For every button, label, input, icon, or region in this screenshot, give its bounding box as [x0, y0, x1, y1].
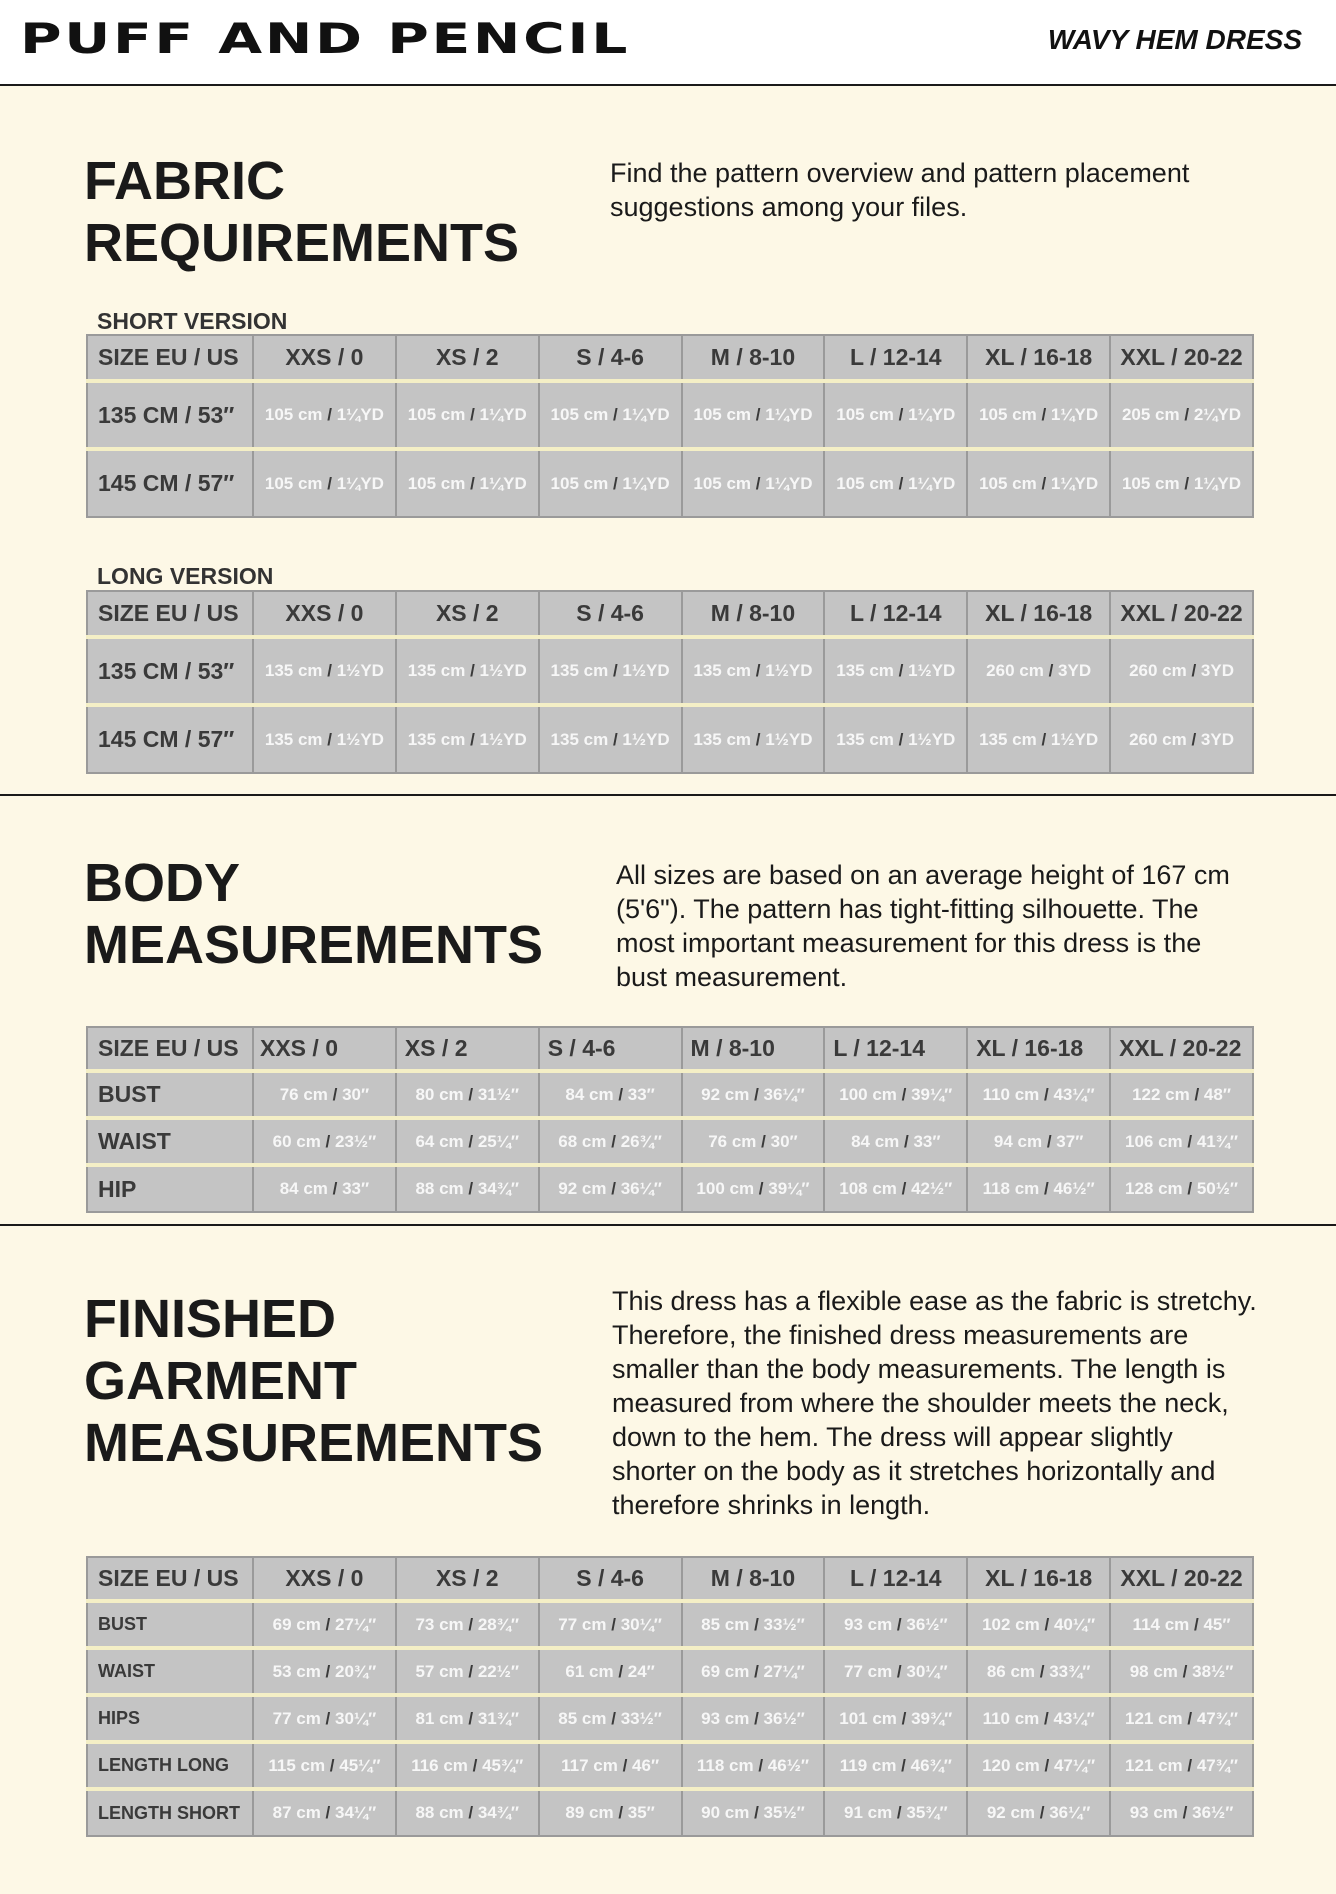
- separator-slash: /: [901, 1179, 907, 1198]
- separator-slash: /: [612, 729, 618, 749]
- table-cell: 135 cm / 1½YD: [253, 705, 396, 773]
- table-cell: 100 cm / 39¼″: [682, 1165, 825, 1212]
- separator-slash: /: [1184, 473, 1190, 493]
- table-row: [87, 1165, 1253, 1212]
- table-cell: 105 cm / 1¼YD: [539, 381, 682, 449]
- row-label: 135 CM / 53″: [87, 381, 253, 449]
- separator-slash: /: [468, 1708, 474, 1728]
- table-cell: 84 cm / 33″: [253, 1165, 396, 1212]
- separator-slash: /: [754, 1614, 759, 1634]
- fabric-section-title: [84, 150, 519, 274]
- separator-slash: /: [1044, 1084, 1049, 1104]
- row-label: LENGTH LONG: [87, 1742, 253, 1789]
- separator-slash: /: [754, 1803, 759, 1822]
- table-cell: 102 cm / 40¼″: [967, 1601, 1110, 1648]
- separator-slash: /: [904, 1131, 909, 1151]
- table-header: XS / 2: [396, 591, 539, 637]
- separator-slash: /: [1187, 1708, 1193, 1728]
- separator-slash: /: [898, 729, 904, 749]
- table-header: SIZE EU / US: [87, 591, 253, 637]
- table-cell: 118 cm / 46½″: [967, 1165, 1110, 1212]
- table-cell: 68 cm / 26¾″: [539, 1118, 682, 1165]
- table-row: [87, 381, 1253, 449]
- table-cell: 105 cm / 1¼YD: [1110, 449, 1253, 517]
- table-cell: 93 cm / 36½″: [682, 1695, 825, 1742]
- body-description: All sizes are based on an average height of 167 cm (5'6"). The pattern has tight-fitting silhouette. The most important measurement for this dress is the bust measurement.: [616, 860, 1230, 992]
- separator-slash: /: [1191, 661, 1197, 680]
- separator-slash: /: [1194, 1084, 1200, 1104]
- table-header: L / 12-14: [824, 1027, 967, 1071]
- separator-slash: /: [468, 1179, 474, 1198]
- table-header: M / 8-10: [682, 591, 825, 637]
- table-cell: 105 cm / 1¼YD: [967, 381, 1110, 449]
- row-label: 145 CM / 57″: [87, 705, 253, 773]
- table-row: [87, 1789, 1253, 1836]
- fabric-title-line: REQUIREMENTS: [84, 213, 520, 273]
- table-cell: 88 cm / 34¾″: [396, 1789, 539, 1836]
- table-cell: 105 cm / 1¼YD: [824, 449, 967, 517]
- table-cell: 100 cm / 39¼″: [824, 1071, 967, 1118]
- separator-slash: /: [612, 405, 618, 424]
- table-header: XXL / 20-22: [1110, 1557, 1253, 1601]
- table-row: [87, 1601, 1253, 1648]
- separator-slash: /: [1194, 1614, 1199, 1634]
- table-header: XL / 16-18: [967, 591, 1110, 637]
- table-cell: 81 cm / 31¾″: [396, 1695, 539, 1742]
- table-row: [87, 1742, 1253, 1789]
- body-title-line: MEASUREMENTS: [84, 915, 544, 975]
- table-header: S / 4-6: [539, 1027, 682, 1071]
- separator-slash: /: [472, 1755, 478, 1775]
- separator-slash: /: [1187, 1179, 1193, 1198]
- table-cell: 60 cm / 23½″: [253, 1118, 396, 1165]
- separator-slash: /: [611, 1708, 616, 1728]
- table-header: XL / 16-18: [967, 1557, 1110, 1601]
- table-header: XXL / 20-22: [1110, 591, 1253, 637]
- separator-slash: /: [754, 1708, 759, 1728]
- section-divider: [0, 794, 1336, 796]
- separator-slash: /: [611, 1131, 616, 1151]
- table-cell: 69 cm / 27¼″: [682, 1648, 825, 1695]
- separator-slash: /: [1187, 1755, 1193, 1775]
- separator-slash: /: [1044, 1708, 1049, 1728]
- table-cell: 69 cm / 27¼″: [253, 1601, 396, 1648]
- table-cell: 94 cm / 37″: [967, 1118, 1110, 1165]
- table-cell: 135 cm / 1½YD: [396, 705, 539, 773]
- separator-slash: /: [754, 1084, 759, 1104]
- separator-slash: /: [332, 1179, 338, 1198]
- separator-slash: /: [1044, 1614, 1050, 1634]
- table-cell: 77 cm / 30¼″: [539, 1601, 682, 1648]
- separator-slash: /: [468, 1661, 474, 1681]
- table-cell: 106 cm / 41¾″: [1110, 1118, 1253, 1165]
- separator-slash: /: [612, 473, 618, 493]
- table-header: XXS / 0: [253, 335, 396, 381]
- garment-title-line: GARMENT: [84, 1351, 357, 1411]
- table-header: XL / 16-18: [967, 335, 1110, 381]
- separator-slash: /: [611, 1614, 616, 1634]
- table-cell: 105 cm / 1¼YD: [682, 381, 825, 449]
- table-cell: 105 cm / 1¼YD: [253, 381, 396, 449]
- table-header: S / 4-6: [539, 591, 682, 637]
- table-cell: 80 cm / 31½″: [396, 1071, 539, 1118]
- table-cell: 260 cm / 3YD: [1110, 705, 1253, 773]
- separator-slash: /: [618, 1661, 624, 1681]
- table-header: XL / 16-18: [967, 1027, 1110, 1071]
- separator-slash: /: [754, 1661, 759, 1681]
- separator-slash: /: [755, 661, 761, 680]
- table-cell: 90 cm / 35½″: [682, 1789, 825, 1836]
- table-header: XS / 2: [396, 335, 539, 381]
- table-row: [87, 637, 1253, 705]
- separator-slash: /: [612, 661, 618, 680]
- page-header: [0, 0, 1336, 86]
- table-cell: 101 cm / 39¾″: [824, 1695, 967, 1742]
- table-header: M / 8-10: [682, 1557, 825, 1601]
- table-cell: 135 cm / 1½YD: [682, 705, 825, 773]
- separator-slash: /: [1184, 405, 1190, 424]
- table-cell: 93 cm / 36½″: [1110, 1789, 1253, 1836]
- separator-slash: /: [325, 1708, 331, 1728]
- short-version-label: SHORT VERSION: [97, 308, 288, 334]
- separator-slash: /: [758, 1179, 764, 1198]
- separator-slash: /: [1182, 1803, 1188, 1822]
- table-row: [87, 1648, 1253, 1695]
- separator-slash: /: [327, 661, 332, 680]
- table-cell: 135 cm / 1½YD: [967, 705, 1110, 773]
- separator-slash: /: [325, 1614, 331, 1634]
- table-cell: 92 cm / 36¼″: [539, 1165, 682, 1212]
- separator-slash: /: [1041, 405, 1047, 424]
- long-version-label: LONG VERSION: [97, 563, 274, 589]
- table-cell: 88 cm / 34¾″: [396, 1165, 539, 1212]
- row-label: BUST: [87, 1071, 253, 1118]
- separator-slash: /: [901, 1755, 906, 1775]
- table-cell: 84 cm / 33″: [539, 1071, 682, 1118]
- separator-slash: /: [1187, 1131, 1193, 1151]
- table-cell: 119 cm / 46¾″: [824, 1742, 967, 1789]
- separator-slash: /: [611, 1179, 616, 1198]
- table-cell: 57 cm / 22½″: [396, 1648, 539, 1695]
- table-cell: 105 cm / 1¼YD: [967, 449, 1110, 517]
- separator-slash: /: [325, 1131, 331, 1151]
- table-cell: 77 cm / 30¼″: [253, 1695, 396, 1742]
- table-cell: 121 cm / 47¾″: [1110, 1742, 1253, 1789]
- separator-slash: /: [470, 405, 475, 424]
- table-cell: 76 cm / 30″: [253, 1071, 396, 1118]
- separator-slash: /: [901, 1708, 907, 1728]
- table-cell: 135 cm / 1½YD: [682, 637, 825, 705]
- garment-measurements-table: [86, 1556, 1254, 1837]
- table-header: SIZE EU / US: [87, 335, 253, 381]
- table-header: S / 4-6: [539, 1557, 682, 1601]
- separator-slash: /: [329, 1755, 335, 1775]
- brand-logo: PUFF AND PENCIL: [20, 14, 631, 63]
- separator-slash: /: [1044, 1179, 1049, 1198]
- table-header: L / 12-14: [824, 1557, 967, 1601]
- garment-title-line: FINISHED: [84, 1289, 337, 1349]
- row-label: BUST: [87, 1601, 253, 1648]
- table-cell: 84 cm / 33″: [824, 1118, 967, 1165]
- table-cell: 105 cm / 1¼YD: [396, 449, 539, 517]
- separator-slash: /: [325, 1803, 331, 1822]
- table-cell: 76 cm / 30″: [682, 1118, 825, 1165]
- table-cell: 92 cm / 36¼″: [967, 1789, 1110, 1836]
- separator-slash: /: [468, 1614, 474, 1634]
- separator-slash: /: [1041, 473, 1047, 493]
- table-header: XXS / 0: [253, 1027, 396, 1071]
- table-cell: 92 cm / 36¼″: [682, 1071, 825, 1118]
- document-title: WAVY HEM DRESS: [1047, 24, 1302, 55]
- table-header: L / 12-14: [824, 335, 967, 381]
- table-cell: 110 cm / 43¼″: [967, 1695, 1110, 1742]
- table-cell: 105 cm / 1¼YD: [682, 449, 825, 517]
- table-cell: 105 cm / 1¼YD: [539, 449, 682, 517]
- table-cell: 135 cm / 1½YD: [824, 637, 967, 705]
- table-cell: 205 cm / 2¼YD: [1110, 381, 1253, 449]
- separator-slash: /: [1044, 1755, 1050, 1775]
- table-row: [87, 449, 1253, 517]
- separator-slash: /: [622, 1755, 628, 1775]
- table-header: XXL / 20-22: [1110, 1027, 1253, 1071]
- separator-slash: /: [761, 1131, 766, 1151]
- separator-slash: /: [901, 1084, 907, 1104]
- table-header: M / 8-10: [682, 1027, 825, 1071]
- garment-title-line: MEASUREMENTS: [84, 1413, 544, 1473]
- separator-slash: /: [896, 1614, 902, 1634]
- separator-slash: /: [1039, 1661, 1045, 1681]
- table-row: [87, 1695, 1253, 1742]
- separator-slash: /: [325, 1661, 331, 1681]
- table-header: XS / 2: [396, 1557, 539, 1601]
- table-cell: 73 cm / 28¾″: [396, 1601, 539, 1648]
- row-label: HIP: [87, 1165, 253, 1212]
- table-cell: 116 cm / 45¾″: [396, 1742, 539, 1789]
- table-cell: 117 cm / 46″: [539, 1742, 682, 1789]
- table-header: S / 4-6: [539, 335, 682, 381]
- table-header: XS / 2: [396, 1027, 539, 1071]
- separator-slash: /: [1039, 1803, 1045, 1822]
- table-cell: 85 cm / 33½″: [682, 1601, 825, 1648]
- separator-slash: /: [755, 729, 761, 749]
- row-label: WAIST: [87, 1118, 253, 1165]
- separator-slash: /: [468, 1084, 474, 1104]
- separator-slash: /: [618, 1803, 624, 1822]
- separator-slash: /: [898, 405, 904, 424]
- table-cell: 110 cm / 43¼″: [967, 1071, 1110, 1118]
- fabric-description: Find the pattern overview and pattern placement suggestions among your files.: [610, 158, 1190, 222]
- separator-slash: /: [896, 1661, 902, 1681]
- table-header: XXS / 0: [253, 1557, 396, 1601]
- table-cell: 87 cm / 34¼″: [253, 1789, 396, 1836]
- separator-slash: /: [332, 1084, 338, 1104]
- row-label: HIPS: [87, 1695, 253, 1742]
- table-cell: 121 cm / 47¾″: [1110, 1695, 1253, 1742]
- separator-slash: /: [755, 405, 761, 424]
- body-section-title: [84, 852, 543, 976]
- separator-slash: /: [470, 473, 475, 493]
- separator-slash: /: [898, 473, 904, 493]
- table-cell: 120 cm / 47¼″: [967, 1742, 1110, 1789]
- table-cell: 135 cm / 1½YD: [539, 637, 682, 705]
- table-cell: 135 cm / 1½YD: [253, 637, 396, 705]
- separator-slash: /: [898, 661, 904, 680]
- separator-slash: /: [755, 473, 761, 493]
- table-cell: 115 cm / 45¼″: [253, 1742, 396, 1789]
- row-label: WAIST: [87, 1648, 253, 1695]
- separator-slash: /: [470, 661, 475, 680]
- table-cell: 85 cm / 33½″: [539, 1695, 682, 1742]
- separator-slash: /: [470, 729, 475, 749]
- garment-description: This dress has a flexible ease as the fabric is stretchy. Therefore, the finished dress measurements are smaller than the body measurements. The length is measured from where the shoulder meets the neck, down to the hem. The dress will appear slightly shorter on the body as it stretches horizontally and therefore shrinks in length.: [612, 1286, 1257, 1520]
- separator-slash: /: [758, 1755, 764, 1775]
- table-cell: 135 cm / 1½YD: [396, 637, 539, 705]
- table-cell: 135 cm / 1½YD: [539, 705, 682, 773]
- table-cell: 98 cm / 38½″: [1110, 1648, 1253, 1695]
- table-row: [87, 1118, 1253, 1165]
- separator-slash: /: [1182, 1661, 1188, 1681]
- separator-slash: /: [327, 473, 332, 493]
- long-version-table: [86, 590, 1254, 774]
- table-cell: 122 cm / 48″: [1110, 1071, 1253, 1118]
- table-cell: 114 cm / 45″: [1110, 1601, 1253, 1648]
- fabric-title-line: FABRIC: [84, 151, 285, 211]
- table-cell: 105 cm / 1¼YD: [253, 449, 396, 517]
- table-cell: 53 cm / 20¾″: [253, 1648, 396, 1695]
- table-header: SIZE EU / US: [87, 1557, 253, 1601]
- table-cell: 61 cm / 24″: [539, 1648, 682, 1695]
- short-version-table: [86, 334, 1254, 518]
- table-header: M / 8-10: [682, 335, 825, 381]
- table-cell: 86 cm / 33¾″: [967, 1648, 1110, 1695]
- table-cell: 77 cm / 30¼″: [824, 1648, 967, 1695]
- separator-slash: /: [618, 1084, 624, 1104]
- garment-section-title: [84, 1288, 543, 1474]
- separator-slash: /: [1048, 661, 1054, 680]
- table-row: [87, 705, 1253, 773]
- table-cell: 260 cm / 3YD: [1110, 637, 1253, 705]
- row-label: 145 CM / 57″: [87, 449, 253, 517]
- table-header: XXL / 20-22: [1110, 335, 1253, 381]
- section-divider: [0, 1224, 1336, 1226]
- separator-slash: /: [1041, 729, 1047, 749]
- table-cell: 105 cm / 1¼YD: [396, 381, 539, 449]
- table-cell: 108 cm / 42½″: [824, 1165, 967, 1212]
- table-cell: 260 cm / 3YD: [967, 637, 1110, 705]
- table-cell: 105 cm / 1¼YD: [824, 381, 967, 449]
- separator-slash: /: [327, 405, 332, 424]
- separator-slash: /: [1046, 1131, 1052, 1151]
- table-cell: 118 cm / 46½″: [682, 1742, 825, 1789]
- separator-slash: /: [896, 1803, 902, 1822]
- table-cell: 128 cm / 50½″: [1110, 1165, 1253, 1212]
- row-label: 135 CM / 53″: [87, 637, 253, 705]
- separator-slash: /: [468, 1131, 474, 1151]
- table-cell: 89 cm / 35″: [539, 1789, 682, 1836]
- row-label: LENGTH SHORT: [87, 1789, 253, 1836]
- body-title-line: BODY: [84, 853, 241, 913]
- table-cell: 93 cm / 36½″: [824, 1601, 967, 1648]
- table-row: [87, 1071, 1253, 1118]
- table-header: XXS / 0: [253, 591, 396, 637]
- table-header: L / 12-14: [824, 591, 967, 637]
- body-measurements-table: [86, 1026, 1254, 1213]
- table-cell: 64 cm / 25¼″: [396, 1118, 539, 1165]
- separator-slash: /: [327, 729, 332, 749]
- table-header: SIZE EU / US: [87, 1027, 253, 1071]
- table-cell: 135 cm / 1½YD: [824, 705, 967, 773]
- table-cell: 91 cm / 35¾″: [824, 1789, 967, 1836]
- separator-slash: /: [468, 1803, 474, 1822]
- separator-slash: /: [1191, 729, 1197, 749]
